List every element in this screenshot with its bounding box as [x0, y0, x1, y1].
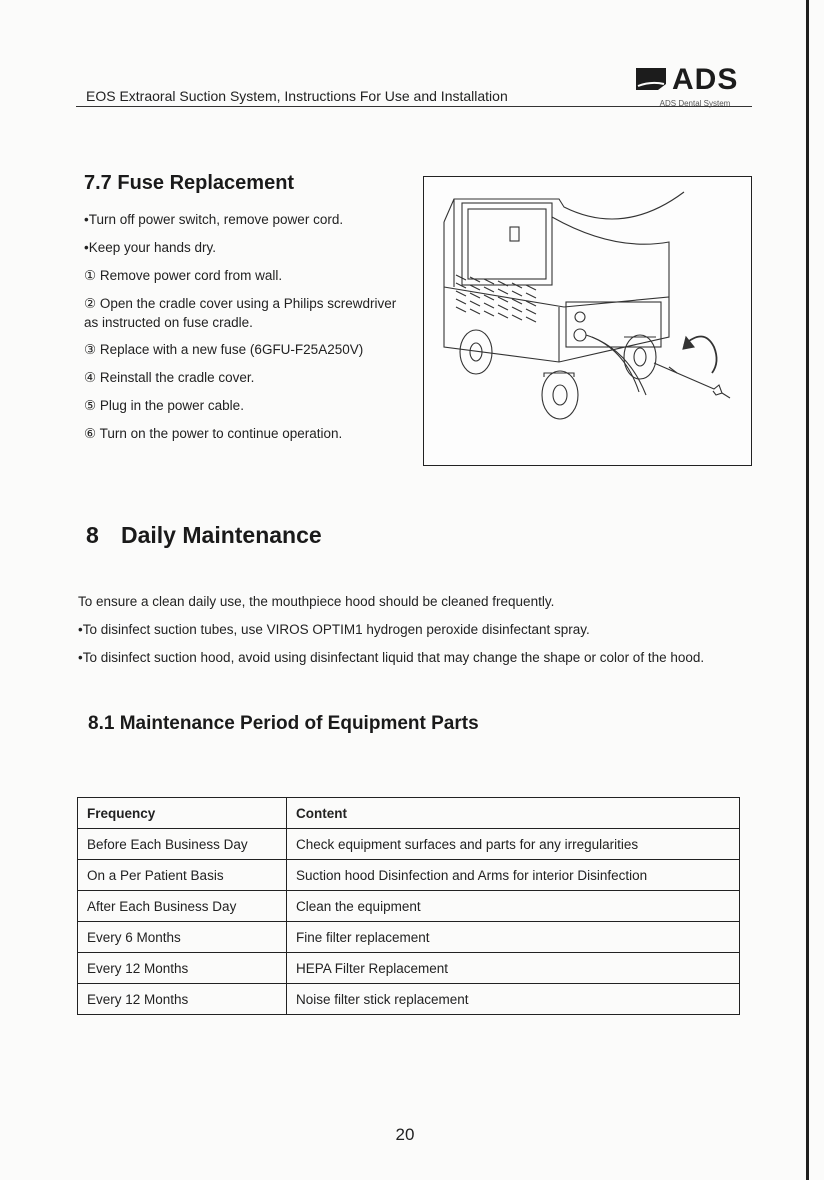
table-row	[78, 860, 740, 891]
section-8-heading	[86, 522, 322, 549]
frequency-cell: Every 6 Months	[78, 922, 287, 953]
document-title: EOS Extraoral Suction System, Instructions For Use and Installation	[86, 88, 508, 104]
step-text: •Turn off power switch, remove power cord.	[84, 212, 344, 227]
table-row	[78, 922, 740, 953]
step-text: •Keep your hands dry.	[84, 240, 217, 255]
content-cell: Clean the equipment	[287, 891, 740, 922]
content-cell: Noise filter stick replacement	[287, 984, 740, 1015]
frequency-cell: Every 12 Months	[78, 953, 287, 984]
step-text: ⑥ Turn on the power to continue operation.	[84, 426, 343, 441]
column-header-frequency: Frequency	[78, 798, 287, 829]
table-row	[78, 984, 740, 1015]
page-number: 20	[395, 1125, 415, 1144]
paragraph: •To disinfect suction hood, avoid using disinfectant liquid that may change the shape or color of the hood.	[78, 650, 705, 665]
page-edge-rule	[806, 0, 809, 1180]
frequency-cell: Before Each Business Day	[78, 829, 287, 860]
section-7-7-heading: 7.7 Fuse Replacement	[84, 172, 295, 194]
table-row	[78, 953, 740, 984]
paragraph: To ensure a clean daily use, the mouthpiece hood should be cleaned frequently.	[78, 594, 555, 609]
logo-subtitle: ADS Dental System	[659, 99, 731, 108]
frequency-cell: Every 12 Months	[78, 984, 287, 1015]
step-text: ④ Reinstall the cradle cover.	[84, 370, 255, 385]
table-row	[78, 891, 740, 922]
daily-maintenance-text	[78, 592, 728, 667]
table-row	[78, 829, 740, 860]
ads-logo	[636, 60, 754, 100]
content-cell: Check equipment surfaces and parts for any irregularities	[287, 829, 740, 860]
frequency-cell: On a Per Patient Basis	[78, 860, 287, 891]
paragraph: •To disinfect suction tubes, use VIROS OPTIM1 hydrogen peroxide disinfectant spray.	[78, 622, 590, 637]
column-header-content: Content	[287, 798, 740, 829]
section-8-number: 8	[86, 522, 99, 548]
fuse-steps-list	[84, 210, 414, 452]
fuse-replacement-figure	[423, 176, 752, 466]
frequency-cell: After Each Business Day	[78, 891, 287, 922]
table-header-row	[78, 798, 740, 829]
maintenance-period-table	[77, 797, 740, 1015]
content-cell: HEPA Filter Replacement	[287, 953, 740, 984]
section-8-title: Daily Maintenance	[121, 522, 322, 548]
step-text: ⑤ Plug in the power cable.	[84, 398, 244, 413]
step-text: ③ Replace with a new fuse (6GFU-F25A250V)	[84, 342, 364, 357]
step-text: ① Remove power cord from wall.	[84, 268, 283, 283]
content-cell: Suction hood Disinfection and Arms for interior Disinfection	[287, 860, 740, 891]
logo-text: ADS	[672, 63, 739, 96]
section-8-1-heading: 8.1 Maintenance Period of Equipment Parts	[88, 713, 479, 734]
content-cell: Fine filter replacement	[287, 922, 740, 953]
device-illustration	[424, 177, 751, 465]
step-text: ② Open the cradle cover using a Philips screwdriver as instructed on fuse cradle.	[84, 296, 397, 330]
